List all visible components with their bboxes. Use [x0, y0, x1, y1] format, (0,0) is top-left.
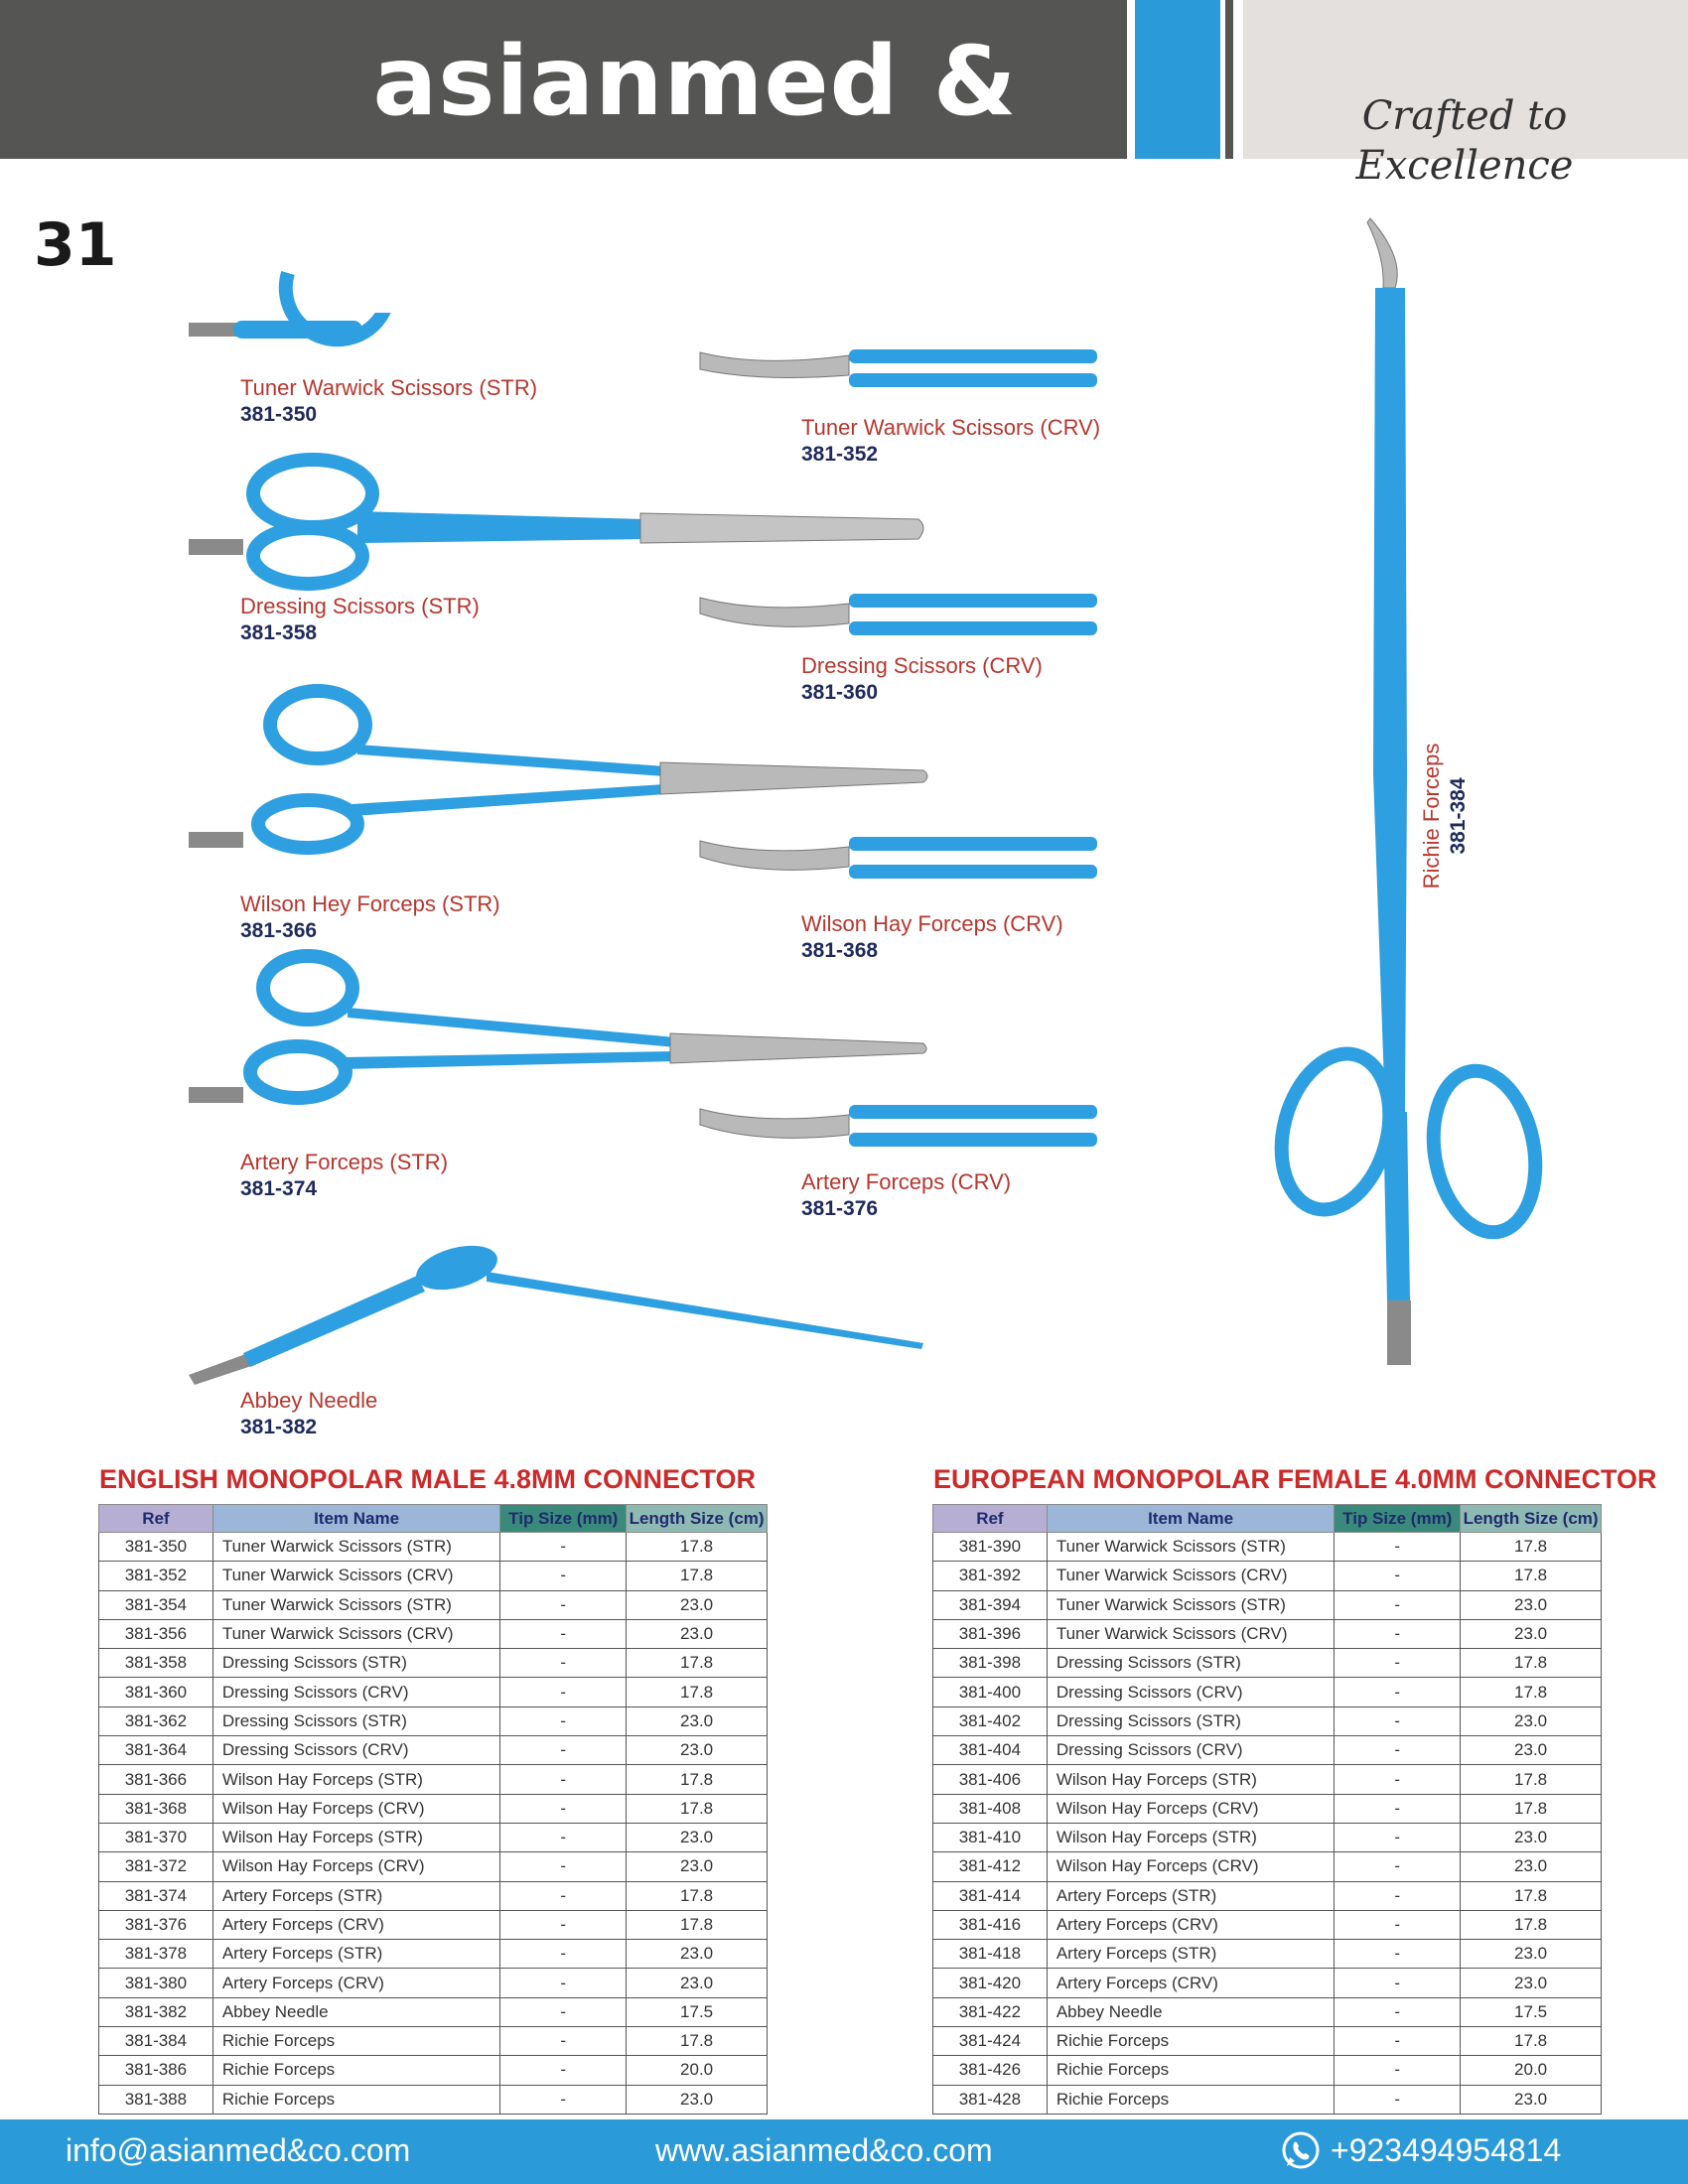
product-ref: 381-374	[240, 1177, 318, 1200]
cell-item-name: Tuner Warwick Scissors (STR)	[1047, 1590, 1335, 1619]
cell-tip-size: -	[500, 1881, 627, 1910]
product-label	[801, 652, 1043, 706]
cell-ref: 381-424	[933, 2027, 1048, 2056]
footer-email-link[interactable]: info@asianmed&co.com	[66, 2132, 411, 2168]
column-header-length-size: Length Size (cm)	[1461, 1505, 1602, 1533]
cell-tip-size: -	[1335, 1590, 1461, 1619]
cell-ref: 381-374	[99, 1881, 213, 1910]
cell-ref: 381-420	[933, 1969, 1048, 1997]
cell-tip-size: -	[500, 1852, 627, 1881]
cell-ref: 381-376	[99, 1910, 213, 1939]
cell-item-name: Artery Forceps (CRV)	[212, 1969, 500, 1997]
cell-ref: 381-390	[933, 1533, 1048, 1562]
product-ref: 381-376	[801, 1197, 879, 1220]
product-ref: 381-350	[240, 403, 318, 426]
column-header-ref: Ref	[933, 1505, 1048, 1533]
table-row	[933, 1823, 1602, 1851]
english-connector-table	[98, 1504, 768, 2115]
table-row	[99, 1533, 768, 1562]
product-label	[801, 414, 1100, 468]
cell-ref: 381-356	[99, 1619, 213, 1648]
cell-ref: 381-392	[933, 1562, 1048, 1590]
header-separator	[1225, 0, 1233, 159]
cell-length-size: 23.0	[1461, 1969, 1602, 1997]
cell-ref: 381-416	[933, 1910, 1048, 1939]
table-row	[933, 1852, 1602, 1881]
product-ref: 381-358	[240, 621, 318, 644]
product-label-vertical	[1419, 715, 1470, 903]
abbey-needle-image	[189, 1236, 928, 1385]
cell-ref: 381-402	[933, 1706, 1048, 1735]
table-row	[99, 1649, 768, 1678]
product-name: Tuner Warwick Scissors (CRV)	[801, 415, 1101, 440]
cell-length-size: 17.8	[627, 1765, 768, 1794]
cell-tip-size: -	[500, 2085, 627, 2114]
product-name: Artery Forceps (STR)	[240, 1150, 449, 1174]
cell-item-name: Artery Forceps (STR)	[212, 1881, 500, 1910]
cell-item-name: Richie Forceps	[212, 2027, 500, 2056]
cell-item-name: Artery Forceps (CRV)	[1047, 1910, 1335, 1939]
artery-forceps-crv-image	[700, 1087, 1097, 1157]
table-row	[933, 1649, 1602, 1678]
cell-tip-size: -	[500, 1533, 627, 1562]
cell-tip-size: -	[1335, 1940, 1461, 1969]
cell-item-name: Artery Forceps (CRV)	[1047, 1969, 1335, 1997]
cell-tip-size: -	[1335, 2027, 1461, 2056]
cell-item-name: Richie Forceps	[212, 2056, 500, 2085]
cell-item-name: Artery Forceps (STR)	[1047, 1881, 1335, 1910]
cell-tip-size: -	[1335, 1619, 1461, 1648]
cell-item-name: Tuner Warwick Scissors (CRV)	[212, 1562, 500, 1590]
cell-length-size: 23.0	[1461, 1706, 1602, 1735]
table-row	[99, 2027, 768, 2056]
table-row	[99, 1765, 768, 1794]
table-row	[933, 1940, 1602, 1969]
table-row	[933, 1619, 1602, 1648]
cell-ref: 381-382	[99, 1997, 213, 2026]
cell-tip-size: -	[1335, 1765, 1461, 1794]
product-ref: 381-360	[801, 681, 879, 704]
cell-item-name: Tuner Warwick Scissors (CRV)	[1047, 1619, 1335, 1648]
table-row	[99, 1736, 768, 1765]
product-name: Richie Forceps	[1419, 743, 1444, 889]
cell-ref: 381-422	[933, 1997, 1048, 2026]
dressing-scissors-str-image	[189, 452, 928, 591]
cell-length-size: 17.8	[1461, 1533, 1602, 1562]
cell-item-name: Richie Forceps	[1047, 2027, 1335, 2056]
cell-length-size: 17.8	[1461, 1881, 1602, 1910]
cell-item-name: Dressing Scissors (CRV)	[212, 1678, 500, 1706]
tuner-warwick-scissors-str-image	[189, 243, 407, 362]
cell-tip-size: -	[500, 1910, 627, 1939]
table-row	[933, 2027, 1602, 2056]
cell-tip-size: -	[1335, 1649, 1461, 1678]
table-row	[933, 1590, 1602, 1619]
cell-tip-size: -	[1335, 1736, 1461, 1765]
artery-forceps-str-image	[189, 948, 928, 1107]
cell-ref: 381-404	[933, 1736, 1048, 1765]
table-row	[99, 1590, 768, 1619]
product-label	[240, 593, 480, 646]
cell-length-size: 17.8	[1461, 2027, 1602, 2056]
product-ref: 381-352	[801, 443, 879, 466]
product-name: Dressing Scissors (STR)	[240, 594, 480, 618]
european-table-title: EUROPEAN MONOPOLAR FEMALE 4.0MM CONNECTOR	[933, 1464, 1657, 1494]
cell-length-size: 23.0	[627, 1969, 768, 1997]
cell-ref: 381-360	[99, 1678, 213, 1706]
cell-item-name: Dressing Scissors (STR)	[212, 1649, 500, 1678]
header-accent-block	[1135, 0, 1220, 159]
cell-tip-size: -	[500, 1997, 627, 2026]
cell-ref: 381-362	[99, 1706, 213, 1735]
table-row	[933, 1881, 1602, 1910]
product-label	[240, 890, 500, 944]
cell-length-size: 23.0	[1461, 1736, 1602, 1765]
cell-tip-size: -	[1335, 1823, 1461, 1851]
cell-tip-size: -	[1335, 1969, 1461, 1997]
cell-ref: 381-384	[99, 2027, 213, 2056]
column-header-tip-size: Tip Size (mm)	[500, 1505, 627, 1533]
cell-ref: 381-372	[99, 1852, 213, 1881]
cell-item-name: Wilson Hay Forceps (CRV)	[212, 1794, 500, 1823]
cell-tip-size: -	[500, 2027, 627, 2056]
table-row	[933, 1794, 1602, 1823]
table-row	[933, 2085, 1602, 2114]
brand-logo: asianmed & co	[372, 26, 1018, 256]
table-row	[933, 2056, 1602, 2085]
table-row	[933, 1706, 1602, 1735]
cell-item-name: Artery Forceps (STR)	[1047, 1940, 1335, 1969]
cell-length-size: 17.8	[1461, 1910, 1602, 1939]
product-name: Abbey Needle	[240, 1388, 378, 1413]
cell-length-size: 23.0	[627, 1823, 768, 1851]
wilson-hay-forceps-crv-image	[700, 819, 1097, 888]
table-row	[99, 1997, 768, 2026]
cell-length-size: 20.0	[627, 2056, 768, 2085]
cell-item-name: Dressing Scissors (STR)	[1047, 1649, 1335, 1678]
cell-tip-size: -	[1335, 1910, 1461, 1939]
product-ref: 381-384	[1447, 777, 1470, 855]
cell-length-size: 17.8	[1461, 1562, 1602, 1590]
cell-item-name: Wilson Hay Forceps (STR)	[1047, 1765, 1335, 1794]
product-label	[240, 1387, 377, 1440]
cell-tip-size: -	[500, 1706, 627, 1735]
cell-length-size: 23.0	[1461, 1619, 1602, 1648]
cell-item-name: Dressing Scissors (STR)	[212, 1706, 500, 1735]
cell-tip-size: -	[500, 1649, 627, 1678]
cell-tip-size: -	[500, 1765, 627, 1794]
cell-tip-size: -	[500, 1969, 627, 1997]
cell-tip-size: -	[500, 1823, 627, 1851]
cell-ref: 381-368	[99, 1794, 213, 1823]
cell-item-name: Tuner Warwick Scissors (STR)	[212, 1590, 500, 1619]
cell-ref: 381-394	[933, 1590, 1048, 1619]
cell-ref: 381-398	[933, 1649, 1048, 1678]
cell-item-name: Richie Forceps	[1047, 2085, 1335, 2114]
cell-length-size: 23.0	[627, 1852, 768, 1881]
table-row	[99, 1969, 768, 1997]
cell-length-size: 23.0	[627, 1590, 768, 1619]
cell-length-size: 17.8	[627, 1794, 768, 1823]
cell-tip-size: -	[1335, 1852, 1461, 1881]
cell-item-name: Tuner Warwick Scissors (STR)	[1047, 1533, 1335, 1562]
cell-length-size: 17.5	[627, 1997, 768, 2026]
product-ref: 381-382	[240, 1416, 318, 1438]
table-row	[933, 1910, 1602, 1939]
cell-length-size: 17.8	[627, 1910, 768, 1939]
cell-length-size: 23.0	[1461, 1940, 1602, 1969]
cell-ref: 381-358	[99, 1649, 213, 1678]
cell-item-name: Wilson Hay Forceps (CRV)	[1047, 1794, 1335, 1823]
column-header-length-size: Length Size (cm)	[627, 1505, 768, 1533]
cell-item-name: Dressing Scissors (CRV)	[1047, 1736, 1335, 1765]
cell-item-name: Richie Forceps	[212, 2085, 500, 2114]
table-row	[99, 2085, 768, 2114]
cell-item-name: Artery Forceps (CRV)	[212, 1910, 500, 1939]
cell-length-size: 23.0	[627, 1619, 768, 1648]
cell-ref: 381-378	[99, 1940, 213, 1969]
table-row	[99, 1823, 768, 1851]
cell-length-size: 17.8	[1461, 1794, 1602, 1823]
table-row	[99, 1619, 768, 1648]
cell-ref: 381-426	[933, 2056, 1048, 2085]
cell-ref: 381-364	[99, 1736, 213, 1765]
table-row	[99, 2056, 768, 2085]
cell-ref: 381-418	[933, 1940, 1048, 1969]
cell-length-size: 17.8	[627, 2027, 768, 2056]
cell-length-size: 17.8	[1461, 1765, 1602, 1794]
cell-tip-size: -	[1335, 1997, 1461, 2026]
cell-item-name: Wilson Hay Forceps (CRV)	[212, 1852, 500, 1881]
cell-length-size: 17.8	[1461, 1649, 1602, 1678]
cell-length-size: 17.8	[627, 1881, 768, 1910]
cell-tip-size: -	[1335, 1562, 1461, 1590]
cell-ref: 381-410	[933, 1823, 1048, 1851]
cell-tip-size: -	[1335, 2056, 1461, 2085]
cell-length-size: 17.5	[1461, 1997, 1602, 2026]
cell-ref: 381-386	[99, 2056, 213, 2085]
cell-ref: 381-400	[933, 1678, 1048, 1706]
cell-item-name: Dressing Scissors (CRV)	[212, 1736, 500, 1765]
cell-tip-size: -	[500, 1678, 627, 1706]
cell-item-name: Wilson Hay Forceps (STR)	[212, 1823, 500, 1851]
cell-length-size: 23.0	[627, 1736, 768, 1765]
product-label	[240, 1149, 448, 1202]
cell-ref: 381-350	[99, 1533, 213, 1562]
cell-ref: 381-408	[933, 1794, 1048, 1823]
product-name: Wilson Hay Forceps (CRV)	[801, 911, 1063, 936]
product-label	[801, 910, 1063, 964]
cell-length-size: 17.8	[1461, 1678, 1602, 1706]
product-label	[801, 1168, 1011, 1222]
tagline: Crafted to Excellence	[1355, 93, 1574, 189]
table-row	[99, 1562, 768, 1590]
whatsapp-icon	[1281, 2130, 1321, 2170]
table-row	[933, 1736, 1602, 1765]
table-row	[933, 1562, 1602, 1590]
cell-tip-size: -	[1335, 1533, 1461, 1562]
cell-length-size: 23.0	[627, 2085, 768, 2114]
cell-ref: 381-396	[933, 1619, 1048, 1648]
cell-length-size: 17.8	[627, 1649, 768, 1678]
cell-tip-size: -	[500, 1736, 627, 1765]
product-name: Tuner Warwick Scissors (STR)	[240, 375, 538, 400]
product-name: Wilson Hey Forceps (STR)	[240, 891, 500, 916]
product-ref: 381-366	[240, 919, 318, 942]
cell-length-size: 23.0	[1461, 1852, 1602, 1881]
product-name: Dressing Scissors (CRV)	[801, 653, 1043, 678]
product-label	[240, 374, 537, 428]
cell-length-size: 17.8	[627, 1562, 768, 1590]
cell-length-size: 23.0	[1461, 1823, 1602, 1851]
cell-item-name: Abbey Needle	[212, 1997, 500, 2026]
cell-ref: 381-388	[99, 2085, 213, 2114]
cell-item-name: Dressing Scissors (CRV)	[1047, 1678, 1335, 1706]
cell-ref: 381-354	[99, 1590, 213, 1619]
table-row	[99, 1706, 768, 1735]
table-row	[99, 1881, 768, 1910]
cell-tip-size: -	[500, 1562, 627, 1590]
cell-tip-size: -	[1335, 1706, 1461, 1735]
table-row	[933, 1765, 1602, 1794]
footer-website-link[interactable]: www.asianmed&co.com	[655, 2132, 993, 2168]
page-number: 31	[34, 210, 117, 280]
table-row	[99, 1794, 768, 1823]
cell-tip-size: -	[500, 2056, 627, 2085]
cell-item-name: Tuner Warwick Scissors (STR)	[212, 1533, 500, 1562]
cell-length-size: 23.0	[627, 1706, 768, 1735]
table-row	[933, 1533, 1602, 1562]
cell-item-name: Abbey Needle	[1047, 1997, 1335, 2026]
table-row	[99, 1678, 768, 1706]
cell-length-size: 17.8	[627, 1533, 768, 1562]
cell-length-size: 23.0	[1461, 2085, 1602, 2114]
cell-tip-size: -	[1335, 2085, 1461, 2114]
table-row	[933, 1678, 1602, 1706]
cell-length-size: 23.0	[1461, 1590, 1602, 1619]
cell-ref: 381-366	[99, 1765, 213, 1794]
table-row	[933, 1969, 1602, 1997]
cell-item-name: Artery Forceps (STR)	[212, 1940, 500, 1969]
cell-ref: 381-352	[99, 1562, 213, 1590]
cell-tip-size: -	[1335, 1794, 1461, 1823]
cell-tip-size: -	[500, 1619, 627, 1648]
dressing-scissors-crv-image	[700, 576, 1097, 645]
table-row	[933, 1997, 1602, 2026]
cell-length-size: 23.0	[627, 1940, 768, 1969]
product-ref: 381-368	[801, 939, 879, 962]
cell-item-name: Wilson Hay Forceps (STR)	[212, 1765, 500, 1794]
cell-tip-size: -	[500, 1590, 627, 1619]
column-header-tip-size: Tip Size (mm)	[1335, 1505, 1461, 1533]
cell-ref: 381-428	[933, 2085, 1048, 2114]
cell-item-name: Dressing Scissors (STR)	[1047, 1706, 1335, 1735]
table-row	[99, 1940, 768, 1969]
column-header-item-name: Item Name	[212, 1505, 500, 1533]
table-row	[99, 1852, 768, 1881]
product-name: Artery Forceps (CRV)	[801, 1169, 1012, 1194]
cell-tip-size: -	[500, 1794, 627, 1823]
column-header-ref: Ref	[99, 1505, 213, 1533]
english-table-title: ENGLISH MONOPOLAR MALE 4.8MM CONNECTOR	[99, 1464, 757, 1494]
cell-tip-size: -	[1335, 1678, 1461, 1706]
cell-ref: 381-370	[99, 1823, 213, 1851]
cell-item-name: Richie Forceps	[1047, 2056, 1335, 2085]
cell-length-size: 17.8	[627, 1678, 768, 1706]
cell-item-name: Tuner Warwick Scissors (CRV)	[1047, 1562, 1335, 1590]
cell-length-size: 20.0	[1461, 2056, 1602, 2085]
cell-ref: 381-406	[933, 1765, 1048, 1794]
cell-item-name: Wilson Hay Forceps (CRV)	[1047, 1852, 1335, 1881]
table-row	[99, 1910, 768, 1939]
footer-phone-link[interactable]: +923494954814	[1331, 2132, 1562, 2168]
cell-ref: 381-414	[933, 1881, 1048, 1910]
cell-item-name: Wilson Hay Forceps (STR)	[1047, 1823, 1335, 1851]
cell-tip-size: -	[1335, 1881, 1461, 1910]
column-header-item-name: Item Name	[1047, 1505, 1335, 1533]
cell-ref: 381-412	[933, 1852, 1048, 1881]
cell-ref: 381-380	[99, 1969, 213, 1997]
tuner-warwick-scissors-crv-image	[700, 328, 1097, 397]
cell-item-name: Tuner Warwick Scissors (CRV)	[212, 1619, 500, 1648]
cell-tip-size: -	[500, 1940, 627, 1969]
european-connector-table	[932, 1504, 1602, 2115]
